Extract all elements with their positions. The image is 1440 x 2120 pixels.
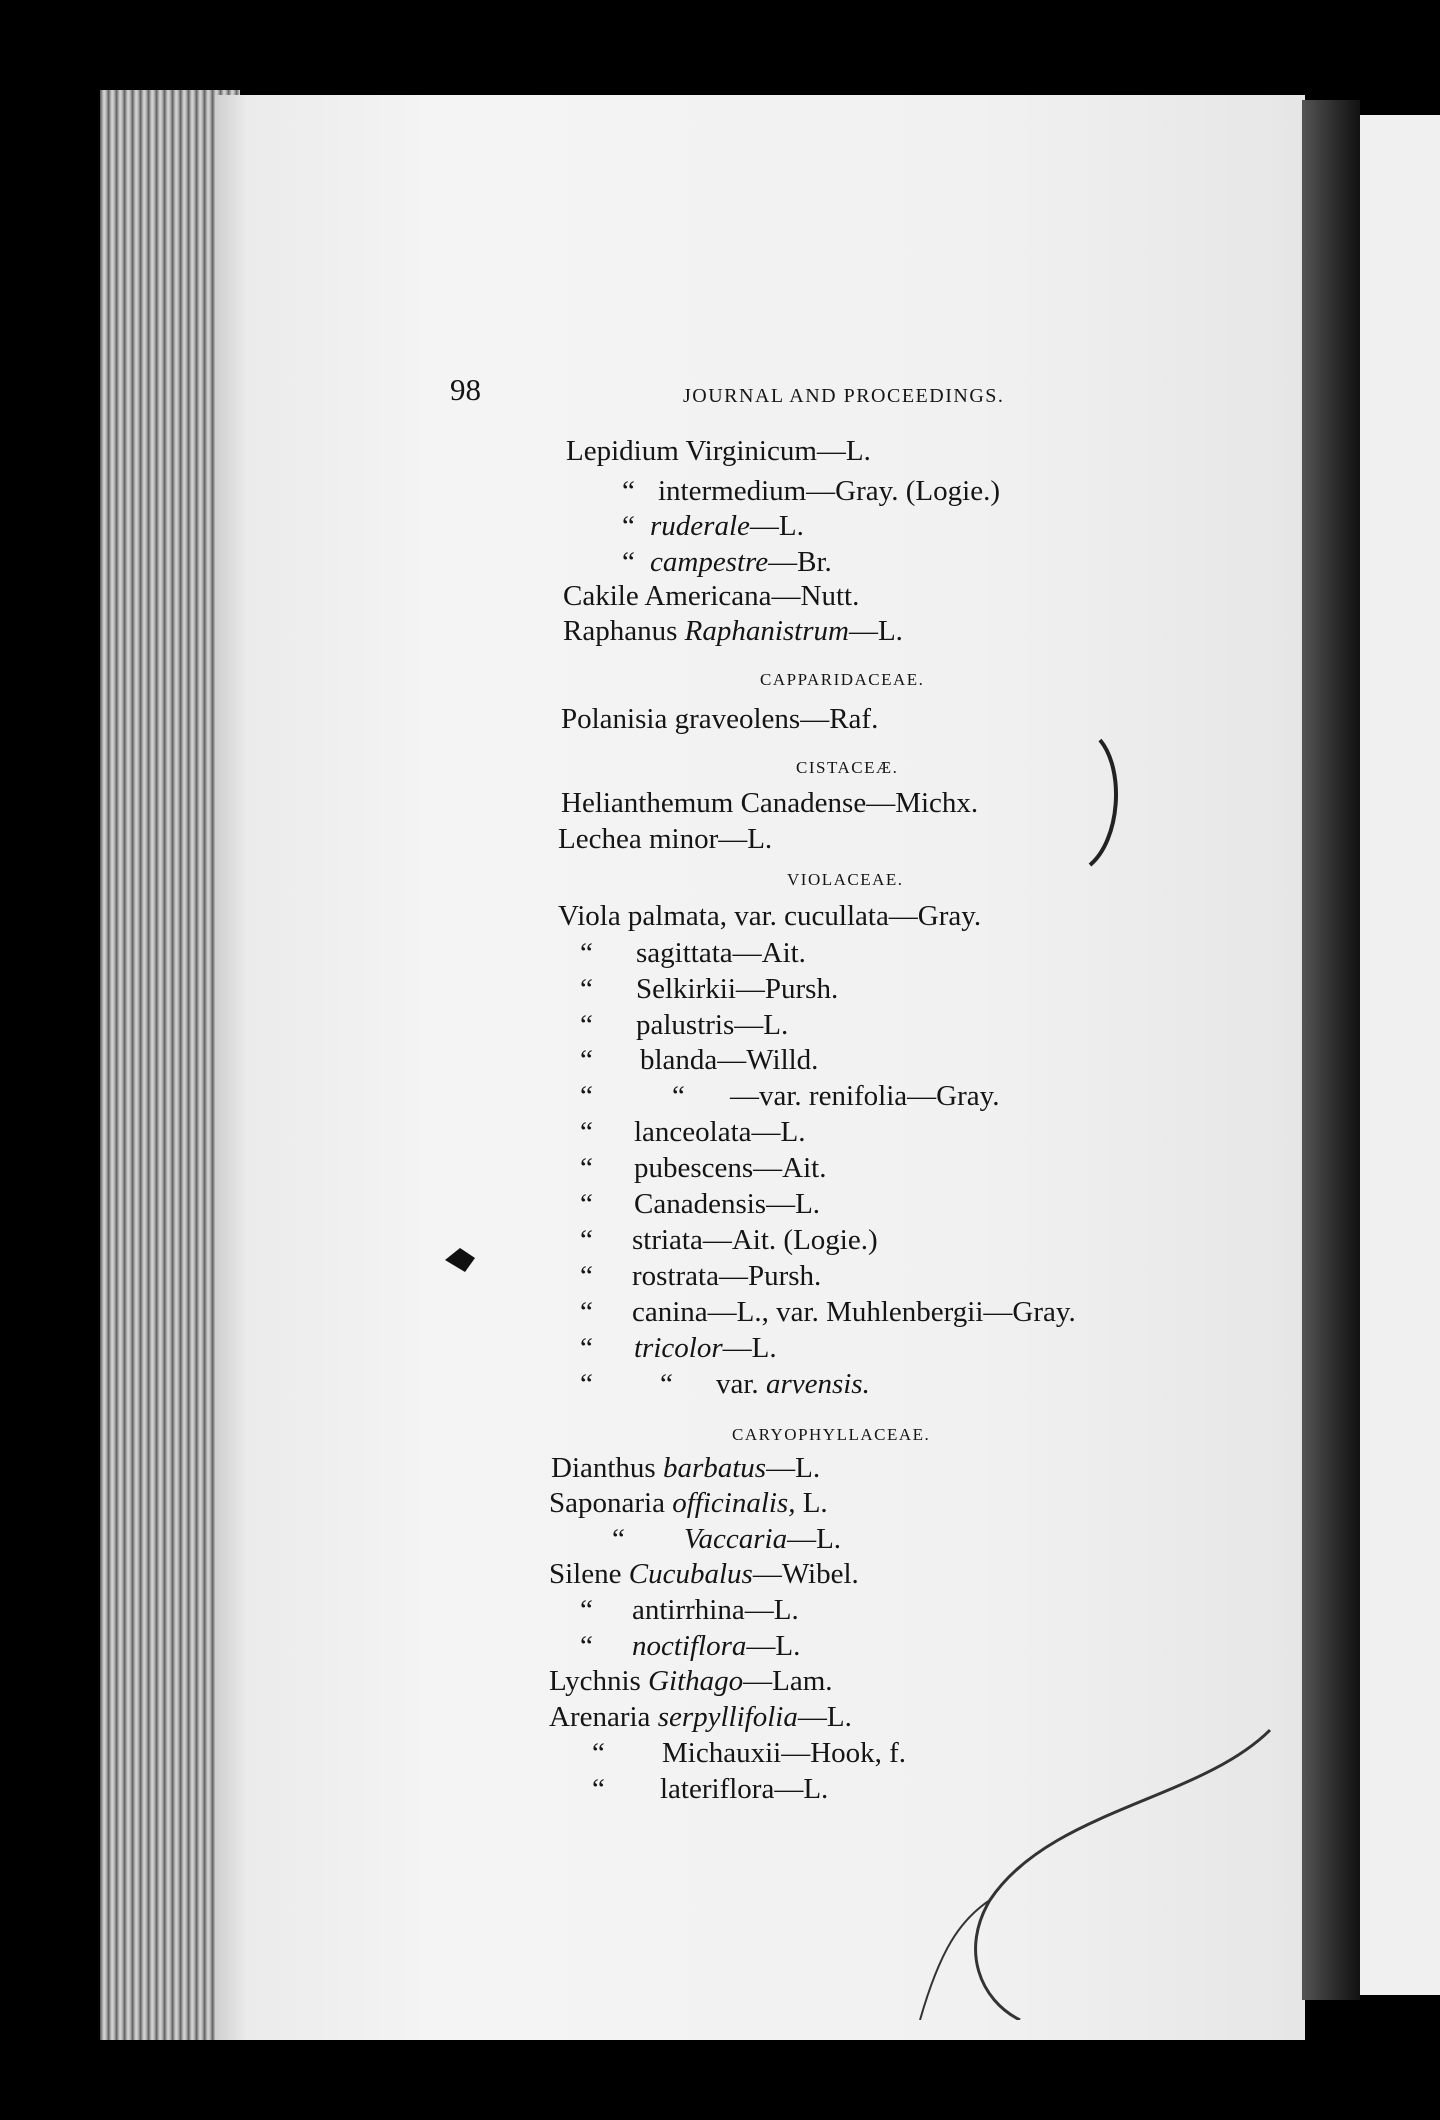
species-line: Silene Cucubalus—Wibel. bbox=[549, 1558, 859, 1590]
species-line: “ bbox=[622, 475, 635, 507]
species-line: Raphanus Raphanistrum—L. bbox=[563, 615, 903, 647]
species-line: canina—L., var. Muhlenbergii—Gray. bbox=[632, 1296, 1076, 1328]
species-line: Lepidium Virginicum—L. bbox=[566, 435, 871, 467]
species-line: “ bbox=[580, 1260, 593, 1292]
species-line: “ bbox=[672, 1080, 685, 1112]
species-line: “ bbox=[580, 1332, 593, 1364]
species-line: sagittata—Ait. bbox=[636, 937, 806, 969]
species-line: striata—Ait. (Logie.) bbox=[632, 1224, 878, 1256]
species-line: Vaccaria—L. bbox=[684, 1523, 842, 1555]
species-line: Arenaria serpyllifolia—L. bbox=[549, 1701, 852, 1733]
family-heading: CISTACEÆ. bbox=[796, 758, 899, 777]
family-heading: VIOLACEAE. bbox=[787, 870, 904, 889]
species-line: “ bbox=[580, 1080, 593, 1112]
family-heading: CAPPARIDACEAE. bbox=[760, 670, 925, 689]
species-line: “ bbox=[580, 1188, 593, 1220]
species-line: pubescens—Ait. bbox=[634, 1152, 827, 1184]
species-line: Saponaria officinalis, L. bbox=[549, 1487, 828, 1519]
species-line: Cakile Americana—Nutt. bbox=[563, 580, 860, 612]
species-line: noctiflora—L. bbox=[632, 1630, 801, 1662]
running-header: JOURNAL AND PROCEEDINGS. bbox=[683, 385, 1005, 407]
page-number: 98 bbox=[450, 372, 481, 407]
book-gutter bbox=[1302, 100, 1360, 2000]
species-line: Helianthemum Canadense—Michx. bbox=[561, 787, 979, 819]
species-line: “ bbox=[580, 1630, 593, 1662]
species-line: Viola palmata, var. cucullata—Gray. bbox=[558, 900, 982, 932]
species-line: Lechea minor—L. bbox=[558, 823, 773, 855]
species-line: Polanisia graveolens—Raf. bbox=[561, 703, 879, 735]
species-line: ruderale—L. bbox=[650, 510, 804, 542]
ink-blot-mark bbox=[440, 1240, 480, 1280]
species-line: “ bbox=[612, 1523, 625, 1555]
species-line: Canadensis—L. bbox=[634, 1188, 821, 1220]
species-line: lanceolata—L. bbox=[634, 1116, 806, 1148]
family-heading: CARYOPHYLLACEAE. bbox=[732, 1425, 931, 1444]
species-line: Selkirkii—Pursh. bbox=[636, 973, 839, 1005]
species-line: —var. renifolia—Gray. bbox=[730, 1080, 1000, 1112]
species-line: palustris—L. bbox=[636, 1009, 789, 1041]
species-line: “ bbox=[592, 1737, 605, 1769]
species-line: “ bbox=[592, 1773, 605, 1805]
species-line: Lychnis Githago—Lam. bbox=[549, 1665, 833, 1697]
species-line: “ bbox=[580, 1296, 593, 1328]
species-line: “ bbox=[580, 937, 593, 969]
species-line: “ bbox=[580, 973, 593, 1005]
facing-page-edge bbox=[1360, 115, 1440, 1995]
species-line: “ bbox=[580, 1368, 593, 1400]
species-line: “ bbox=[622, 510, 635, 542]
species-line: var. arvensis. bbox=[716, 1368, 870, 1400]
species-line: antirrhina—L. bbox=[632, 1594, 799, 1626]
species-line: Michauxii—Hook, f. bbox=[662, 1737, 907, 1769]
species-line: “ bbox=[660, 1368, 673, 1400]
species-line: “ bbox=[580, 1044, 593, 1076]
species-line: rostrata—Pursh. bbox=[632, 1260, 822, 1292]
species-line: campestre—Br. bbox=[650, 546, 832, 578]
species-line: tricolor—L. bbox=[634, 1332, 777, 1364]
species-line: Dianthus barbatus—L. bbox=[551, 1452, 821, 1484]
species-line: “ bbox=[580, 1152, 593, 1184]
species-line: “ bbox=[622, 546, 635, 578]
species-line: “ bbox=[580, 1009, 593, 1041]
species-line: “ bbox=[580, 1594, 593, 1626]
species-line: “ bbox=[580, 1116, 593, 1148]
hair-strand-mark bbox=[900, 1720, 1280, 2020]
species-line: “ bbox=[580, 1224, 593, 1256]
species-line: blanda—Willd. bbox=[640, 1044, 819, 1076]
species-line: intermedium—Gray. (Logie.) bbox=[658, 475, 1000, 507]
species-line: lateriflora—L. bbox=[660, 1773, 829, 1805]
ink-bracket-mark bbox=[1080, 730, 1140, 880]
